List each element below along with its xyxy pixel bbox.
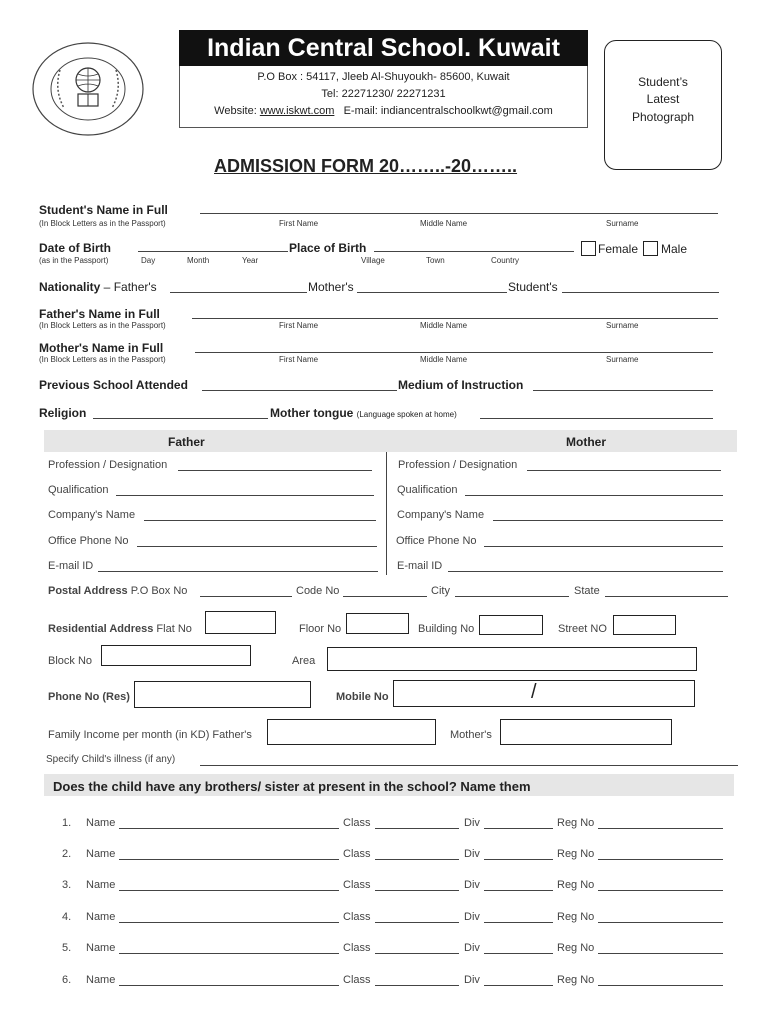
illness-field[interactable] [200,765,738,766]
sibling-div-label: Div [464,879,480,891]
sibling-class-field[interactable] [375,859,459,860]
mother-name-field[interactable] [195,352,713,353]
flat-label: Flat No [156,623,192,635]
sibling-number: 4. [62,911,72,923]
prev-school-label: Previous School Attended [39,378,188,392]
phone-res-input[interactable] [134,681,311,708]
building-label: Building No [418,623,475,635]
dob-month-caption: Month [187,256,210,265]
photo-line-2: Latest [646,92,680,106]
code-label: Code No [296,585,340,597]
sibling-class-field[interactable] [375,890,459,891]
father-surname-caption: Surname [606,321,639,330]
sibling-class-field[interactable] [375,922,459,923]
sibling-name-field[interactable] [119,985,339,986]
father-middle-name-caption: Middle Name [420,321,468,330]
student-surname-caption: Surname [606,219,639,228]
block-label: Block No [48,655,93,667]
sibling-class-field[interactable] [375,985,459,986]
mother-name-label: Mother's Name in Full [39,341,164,355]
sibling-reg-label: Reg No [557,817,595,829]
siblings-question: Does the child have any brothers/ sister at present in the school? Name them [53,779,531,794]
income-mother-label: Mother's [450,729,492,741]
nationality-mother-label: Mother's [308,280,354,294]
father-qualification-field[interactable] [116,495,374,496]
pobox-label: P.O Box No [130,585,188,597]
sibling-name-label: Name [86,848,116,860]
sibling-name-label: Name [86,974,116,986]
pob-field[interactable] [374,251,574,252]
sibling-number: 1. [62,817,72,829]
website-link[interactable]: www.iskwt.com [259,105,335,117]
student-first-name-caption: First Name [279,219,319,228]
medium-label: Medium of Instruction [398,378,524,392]
postal-label: Postal Address [48,585,128,597]
mother-email-label: E-mail ID [397,560,443,572]
student-name-label: Student's Name in Full [39,203,168,217]
father-office-phone-label: Office Phone No [48,535,129,547]
father-company-field[interactable] [144,520,376,521]
mobile-separator: / [531,681,537,703]
father-profession-label: Profession / Designation [48,459,168,471]
father-company-label: Company's Name [48,509,136,521]
religion-label: Religion [39,406,87,420]
sibling-class-label: Class [343,817,371,829]
sibling-number: 6. [62,974,72,986]
father-email-label: E-mail ID [48,560,94,572]
sibling-name-label: Name [86,817,116,829]
sibling-div-field[interactable] [484,859,553,860]
sibling-reg-field[interactable] [598,828,723,829]
religion-field[interactable] [93,418,268,419]
income-father-input[interactable] [267,719,436,745]
father-email-field[interactable] [98,571,378,572]
school-tel: Tel: 22271230/ 22271231 [321,88,446,100]
prev-school-field[interactable] [202,390,397,391]
sibling-name-field[interactable] [119,890,339,891]
block-input[interactable] [101,645,251,666]
street-label: Street NO [558,623,607,635]
mother-company-label: Company's Name [397,509,485,521]
sibling-div-label: Div [464,817,480,829]
mother-tongue-row [270,406,457,420]
sibling-reg-label: Reg No [557,942,595,954]
female-label: Female [598,242,639,256]
sibling-div-field[interactable] [484,890,553,891]
photo-line-3: Photograph [631,110,695,124]
sibling-class-label: Class [343,879,371,891]
form-title: ADMISSION FORM 20……..-20…….. [214,156,518,176]
pob-village-caption: Village [361,256,385,265]
dob-sub: (as in the Passport) [39,256,109,265]
area-label: Area [292,655,316,667]
sibling-div-field[interactable] [484,953,553,954]
father-column-header: Father [168,435,205,449]
pobox-field[interactable] [200,596,292,597]
mother-profession-label: Profession / Designation [398,459,518,471]
photo-line-1: Student’s [638,75,688,89]
floor-input[interactable] [346,613,409,634]
father-name-field[interactable] [192,318,718,319]
parents-divider [386,452,387,575]
nationality-student-field[interactable] [562,292,719,293]
father-name-sub: (In Block Letters as in the Passport) [39,321,166,330]
sibling-name-label: Name [86,911,116,923]
mother-office-phone-field[interactable] [484,546,723,547]
street-input[interactable] [613,615,676,635]
state-field[interactable] [605,596,728,597]
sibling-reg-label: Reg No [557,879,595,891]
sibling-name-field[interactable] [119,859,339,860]
dob-year-caption: Year [242,256,259,265]
building-input[interactable] [479,615,543,635]
medium-field[interactable] [533,390,713,391]
sibling-name-label: Name [86,942,116,954]
mother-surname-caption: Surname [606,355,639,364]
father-first-name-caption: First Name [279,321,319,330]
website-label: Website: [214,105,260,117]
mother-qualification-label: Qualification [397,484,458,496]
sibling-number: 5. [62,942,72,954]
flat-input[interactable] [205,611,276,634]
mother-tongue-field[interactable] [480,418,713,419]
sibling-reg-label: Reg No [557,848,595,860]
student-name-field[interactable] [200,213,718,214]
postal-row [48,585,187,597]
sibling-class-label: Class [343,911,371,923]
income-mother-input[interactable] [500,719,672,745]
mother-middle-name-caption: Middle Name [420,355,468,364]
sibling-div-label: Div [464,942,480,954]
male-checkbox[interactable] [643,241,658,256]
student-middle-name-caption: Middle Name [420,219,468,228]
sibling-number: 2. [62,848,72,860]
sibling-div-field[interactable] [484,922,553,923]
sibling-div-field[interactable] [484,985,553,986]
pob-label: Place of Birth [289,241,367,255]
mother-tongue-label: Mother tongue [270,406,354,420]
city-label: City [431,585,450,597]
nationality-label: Nationality [39,280,101,294]
sibling-reg-label: Reg No [557,974,595,986]
sibling-reg-field[interactable] [598,953,723,954]
nationality-father-field[interactable] [170,292,307,293]
illness-label: Specify Child's illness (if any) [46,754,176,765]
dob-label: Date of Birth [39,241,111,255]
nationality-row: Nationality – Father's [39,280,157,294]
parents-header-bar [44,430,737,452]
mother-profession-field[interactable] [527,470,721,471]
father-qualification-label: Qualification [48,484,109,496]
sibling-name-field[interactable] [119,828,339,829]
mother-qualification-field[interactable] [465,495,723,496]
mobile-input[interactable] [393,680,695,707]
sibling-number: 3. [62,879,72,891]
school-logo [28,40,148,138]
code-field[interactable] [343,596,427,597]
mother-column-header: Mother [566,435,606,449]
mother-email-field[interactable] [448,571,723,572]
city-field[interactable] [455,596,569,597]
state-label: State [574,585,600,597]
sibling-class-label: Class [343,848,371,860]
father-office-phone-field[interactable] [137,546,377,547]
floor-label: Floor No [299,623,342,635]
area-input[interactable] [327,647,697,671]
sibling-name-field[interactable] [119,953,339,954]
mobile-label: Mobile No [336,691,389,703]
sibling-class-label: Class [343,974,371,986]
nationality-student-label: Student's [508,280,558,294]
mother-tongue-sub: (Language spoken at home) [356,410,457,419]
residential-row [48,623,192,635]
school-name: Indian Central School. Kuwait [207,34,560,62]
sibling-div-field[interactable] [484,828,553,829]
income-father-label: Family Income per month (in KD) Father's [48,729,252,741]
sibling-class-field[interactable] [375,828,459,829]
student-name-sub: (In Block Letters as in the Passport) [39,219,166,228]
email-text: E-mail: indiancentralschoolkwt@gmail.com [343,105,553,117]
sibling-reg-field[interactable] [598,985,723,986]
nationality-father-label: Father's [113,280,157,294]
mother-company-field[interactable] [493,520,723,521]
sibling-div-label: Div [464,848,480,860]
dob-field[interactable] [138,251,288,252]
mother-name-sub: (In Block Letters as in the Passport) [39,355,166,364]
pob-country-caption: Country [491,256,520,265]
sibling-reg-field[interactable] [598,922,723,923]
sibling-class-field[interactable] [375,953,459,954]
residential-label: Residential Address [48,623,154,635]
sibling-class-label: Class [343,942,371,954]
male-label: Male [661,242,688,256]
sibling-name-label: Name [86,879,116,891]
father-profession-field[interactable] [178,470,372,471]
mother-first-name-caption: First Name [279,355,319,364]
sibling-div-label: Div [464,974,480,986]
father-name-label: Father's Name in Full [39,307,160,321]
female-checkbox[interactable] [581,241,596,256]
sibling-reg-field[interactable] [598,890,723,891]
mother-office-phone-label: Office Phone No [396,535,477,547]
sibling-name-field[interactable] [119,922,339,923]
sibling-div-label: Div [464,911,480,923]
pob-town-caption: Town [426,256,445,265]
dob-day-caption: Day [141,256,156,265]
school-address: P.O Box : 54117, Jleeb Al-Shuyoukh- 85600, Kuwait [257,71,510,83]
phone-res-label: Phone No (Res) [48,691,130,703]
school-web-email [179,105,588,117]
sibling-reg-label: Reg No [557,911,595,923]
nationality-mother-field[interactable] [357,292,507,293]
sibling-reg-field[interactable] [598,859,723,860]
